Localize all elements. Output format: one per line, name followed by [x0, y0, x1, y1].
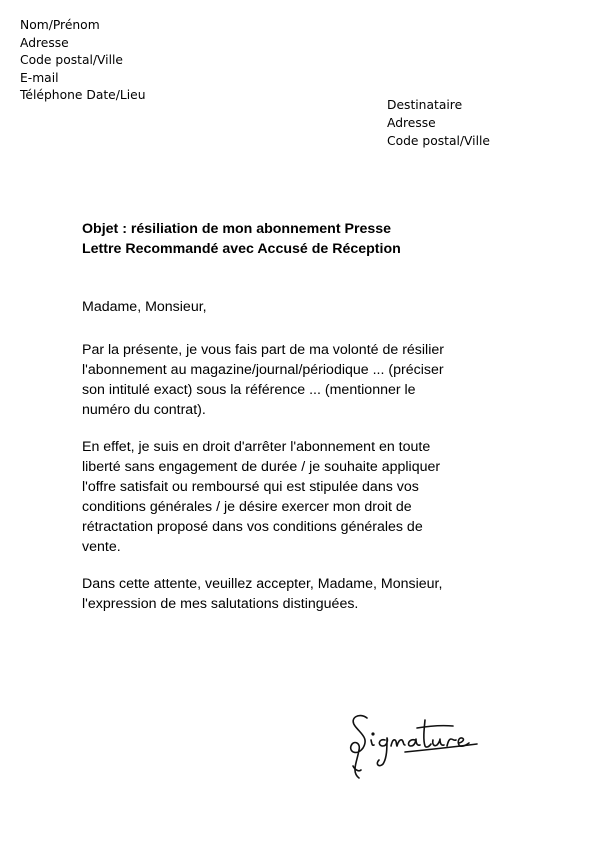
subject-line: Objet : résiliation de mon abonnement Presse — [82, 221, 392, 237]
recipient-address: Adresse — [387, 116, 436, 130]
recipient-name: Destinataire — [387, 98, 463, 112]
sender-postal-city: Code postal/Ville — [20, 53, 123, 68]
paragraph-closing — [82, 574, 442, 614]
paragraph-line: conditions générales / je désire exercer mon droit de — [82, 499, 412, 515]
sender-name: Nom/Prénom — [20, 18, 100, 32]
paragraph-line: numéro du contrat). — [82, 402, 206, 418]
handwritten-signature — [345, 706, 495, 786]
paragraph-line: vente. — [82, 539, 121, 555]
greeting: Madame, Monsieur, — [82, 299, 207, 315]
paragraph-line: liberté sans engagement de durée / je souhaite appliquer — [82, 459, 441, 475]
sender-email: E-mail — [20, 70, 59, 85]
delivery-mode-line: Lettre Recommandé avec Accusé de Réception — [82, 241, 401, 257]
sender-address: Adresse — [20, 35, 69, 50]
paragraph-line: l'offre satisfait ou remboursé qui est stipulée dans vos — [82, 479, 419, 495]
paragraph-line: Par la présente, je vous fais part de ma volonté de résilier — [82, 342, 444, 358]
paragraph-line: son intitulé exact) sous la référence ... (mentionner le — [82, 382, 416, 398]
recipient-postal-city: Code postal/Ville — [387, 134, 490, 148]
recipient-block — [387, 96, 490, 150]
paragraph-line: En effet, je suis en droit d'arrêter l'abonnement en toute — [82, 439, 431, 455]
sender-phone-date-place: Téléphone Date/Lieu — [20, 88, 146, 103]
paragraph-line: Dans cette attente, veuillez accepter, Madame, Monsieur, — [82, 576, 443, 592]
subject-block — [82, 219, 401, 259]
paragraph-line: rétractation proposé dans vos conditions générales de — [82, 519, 423, 535]
sender-block — [20, 17, 146, 105]
paragraph-line: l'expression de mes salutations distinguées. — [82, 596, 359, 612]
paragraph-line: l'abonnement au magazine/journal/périodique ... (préciser — [82, 362, 444, 378]
paragraph-justification — [82, 437, 440, 557]
paragraph-intent — [82, 340, 444, 420]
